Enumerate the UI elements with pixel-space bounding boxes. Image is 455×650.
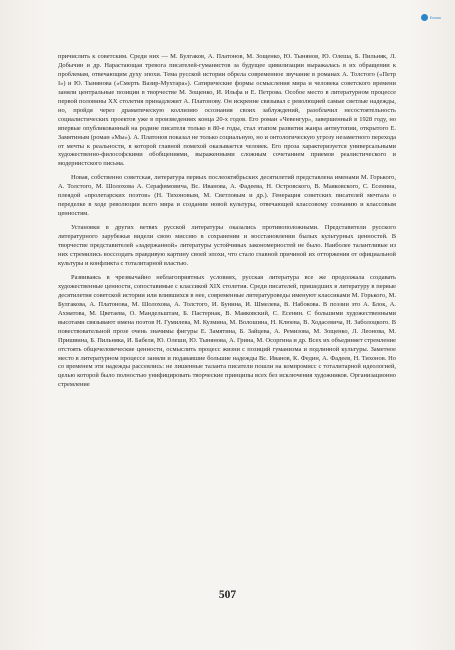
corner-logo xyxy=(421,14,441,21)
page-number: 507 xyxy=(218,589,237,601)
paragraph-2: Новая, собственно советская, литература первых послеоктябрьских десятилетий представлена именами М. Горького, А. Толстого, М. Шолохова А. Серафимовича, Вс. Иванова, А. Фадеева, Н. Островского, В. Маяковского, С. Есенина, плеядой «пролетарских поэтов» (Н. Тихоновым, М. Светловым и др.). Генерация советских писателей мечтала о переделке в ходе революции всего мира и создании новой культуры, отвечающей классовому сознанию и классовым ценностям. xyxy=(58,174,396,218)
logo-text: Ecross xyxy=(429,15,441,20)
logo-circle-icon xyxy=(421,14,428,21)
paragraph-3: Установки в других ветвях русской литературы оказались противоположными. Представители русского литературного зарубежья видели свою миссию в сохранении и восстановлении былых культурных ценностей. В творчестве представителей «задержанной» литературы устойчивых закономерностей не было. Наиболее талантливые из них стремились воссоздать правдивую картину своей эпохи, что стало главной причиной их отторжения от официальной культуры и конфликта с тоталитарной властью. xyxy=(58,224,396,267)
paragraph-1: причислить к советским. Среди них — М. Булгаков, А. Платонов, М. Зощенко, Ю. Тынянов, Ю. Олеша, Б. Пильняк, Л. Добычин и др. Нарастающая тревога писателей-гуманистов за будущее цивилизации выражалась в их обращении к проблемам, отвечающим духу эпохи. Тема русской истории обрела современное звучание в романах А. Толстого («Петр I») и Ю. Тынянова («Смерть Вазир-Мухтара»). Сатирические формы осмысления мира и человека советского времени заняли центральные позиции в творчестве М. Зощенко, И. Ильфа и Е. Петрова. Особое место в литературном процессе первой половины XX столетия принадлежит А. Платонову. Он искренне связывал с революцией самые светлые надежды, но, пройдя через драматическую коллизию осознания своих заблуждений, разоблачил несостоятельность социалистических проектов уже в произведениях конца 20-х годов. Его роман «Чевенгур», завершенный в 1928 году, но впервые опубликованный на родине писателя только в 80-е годы, стал этапом развития жанра антиутопии, открытого Е. Замятиным (роман «Мы»). А. Платонов показал не только социальную, но и онтологическую угрозу незаметного перехода от мечты к реальности, в которой главной помехой оказывается человек. Его проза характеризуется универсальными художественно-философскими обобщениями, выраженными сложным сочетанием приемов реалистического и модернистского письма. xyxy=(58,53,396,168)
paragraph-4: Развиваясь в чрезвычайно неблагоприятных условиях, русская литература все же продолжала создавать художественные ценности, сопоставимые с классикой XIX столетия. Среди писателей, пришедших в литературу в первые десятилетия советской истории или влившихся в нее, современные литературоведы именуют классиками М. Горького, М. Булгакова, А. Платонова, М. Шолохова, А. Толстого, И. Бунина, И. Шмелева, В. Набокова. В поэзии это А. Блок, А. Ахматова, М. Цветаева, О. Мандельштам, Б. Пастернак, В. Маяковский, С. Есенин. С большими художественными высотами связывают имена поэтов Н. Гумилева, М. Кузмина, М. Волошина, Н. Клюева, В. Ходасевича, Н. Заболоцкого. В повествовательной прозе очень значимы фигуры Е. Замятина, Б. Зайцева, А. Ремизова, М. Зощенко, Л. Леонова, М. Пришвина, Б. Пильняка, И. Бабеля, Ю. Олеши, Ю. Тынянова, А. Грина, М. Осоргина и др. Всех их объединяет стремление отстоять общечеловеческие ценности, осмыслить процесс жизни с позиций гуманизма и подлинной культуры. Заметное место в литературном процессе заняли и подававшие большие надежды Вс. Иванов, К. Федин, А. Фадеев, Н. Тихонов. Но со временем эти надежды рассеялись: не лишенные таланта писатели пошли на компромисс с тоталитарной идеологией, целью которой было полностью унифицировать творческие принципы всех без исключения художников. Организационно стремление xyxy=(58,273,396,389)
body-text xyxy=(58,53,396,395)
